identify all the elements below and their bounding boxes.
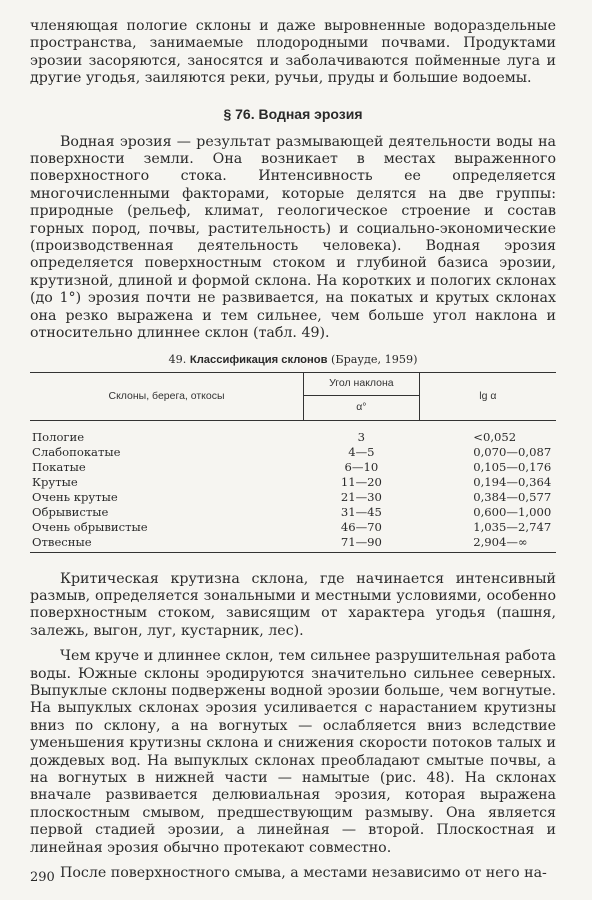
header-slopes: Склоны, берега, откосы — [30, 372, 304, 420]
header-lg: lg α — [419, 372, 556, 420]
table-caption-source: (Брауде, 1959) — [331, 352, 418, 366]
table-row — [30, 505, 556, 520]
row-degrees: 71—90 — [304, 535, 420, 553]
row-lg: 1,035—2,747 — [473, 519, 552, 534]
paragraph-critical-slope: Критическая крутизна склона, где начинается интенсивный размыв, определяется зональными и местными условиями, особенно поверхностным стоком, зависящим от характера угодья (пашня, залежь, выгон, луг, кустарник, лес). — [30, 570, 556, 639]
row-lg: 0,384—0,577 — [473, 489, 552, 504]
row-degrees: 21—30 — [340, 489, 382, 504]
header-angle: Угол наклона — [304, 372, 420, 395]
table-row — [30, 445, 556, 460]
row-degrees: 6—10 — [344, 459, 379, 474]
row-lg: 0,194—0,364 — [473, 474, 552, 489]
header-degrees: α° — [304, 395, 420, 420]
row-name: Очень крутые — [32, 489, 118, 504]
row-name: Пологие — [32, 429, 85, 444]
row-name: Отвесные — [30, 535, 304, 553]
row-lg: <0,052 — [473, 429, 517, 444]
table-caption — [30, 353, 556, 366]
row-name: Покатые — [32, 459, 86, 474]
paragraph-water-erosion: Водная эрозия — результат размывающей деятельности воды на поверхности земли. Она возникает в местах выраженного поверхностного стока. Интенсивность ее определяется многочисленными факторами, которые делятся на две группы: природные (рельеф, климат, геологическое строение и состав горных пород, почвы, растительность) и социально-экономические (производственная деятельность человека). Водная эрозия определяется поверхностным стоком и глубиной базиса эрозии, крутизной, длиной и формой склона. На коротких и пологих склонах (до 1°) эрозия почти не развивается, на покатых и крутых склонах она резко выражена и тем сильнее, чем больше угол наклона и относительно длиннее склон (табл. 49). — [30, 133, 556, 342]
row-degrees: 11—20 — [340, 474, 382, 489]
row-lg: 0,105—0,176 — [473, 459, 552, 474]
row-name: Обрывистые — [32, 504, 109, 519]
page-number: 290 — [30, 870, 55, 885]
row-lg: 2,904—∞ — [419, 535, 556, 553]
row-name: Очень обрывистые — [32, 519, 148, 534]
table-row — [30, 475, 556, 490]
table-row — [30, 520, 556, 535]
table-row — [30, 535, 556, 553]
row-name: Крутые — [32, 474, 78, 489]
row-degrees: 46—70 — [340, 519, 382, 534]
row-degrees: 31—45 — [340, 504, 382, 519]
table-row — [30, 420, 556, 445]
row-lg: 0,600—1,000 — [473, 504, 552, 519]
paragraph-slope-effects: Чем круче и длиннее склон, тем сильнее разрушительная работа воды. Южные склоны эродируются значительно сильнее северных. Выпуклые склоны подвержены водной эрозии больше, чем вогнутые. На выпуклых склонах эрозия усиливается с нарастанием крутизны вниз по склону, а на вогнутых — ослабляется вниз вследствие уменьшения крутизны склона и снижения скорости потоков талых и дождевых вод. На выпуклых склонах преобладают смытые почвы, а на вогнутых в нижней части — намытые (рис. 48). На склонах вначале развивается делювиальная эрозия, которая выражена плоскостным смывом, предшествующим размыву. Она является первой стадией эрозии, а линейная — второй. Плоскостная и линейная эрозия обычно протекают совместно. — [30, 648, 556, 856]
slope-classification-table — [30, 372, 556, 553]
row-lg: 0,070—0,087 — [473, 444, 552, 459]
paragraph-continued: После поверхностного смыва, а местами независимо от него на- — [60, 865, 547, 881]
paragraph-continuation: членяющая пологие склоны и даже выровненные водораздельные пространства, занимаемые плодородными почвами. Продуктами эрозии засоряются, заносятся и заболачиваются пойменные луга и другие угодья, заиляются реки, ручьи, пруды и большие водоемы. — [30, 18, 556, 87]
table-row — [30, 490, 556, 505]
table-row — [30, 460, 556, 475]
row-degrees: 3 — [357, 429, 366, 444]
table-caption-number: 49. — [168, 352, 187, 366]
row-degrees: 4—5 — [348, 444, 375, 459]
section-heading: § 76. Водная эрозия — [223, 105, 363, 122]
table-caption-title: Классификация склонов — [189, 353, 328, 366]
row-name: Слабопокатые — [32, 444, 121, 459]
